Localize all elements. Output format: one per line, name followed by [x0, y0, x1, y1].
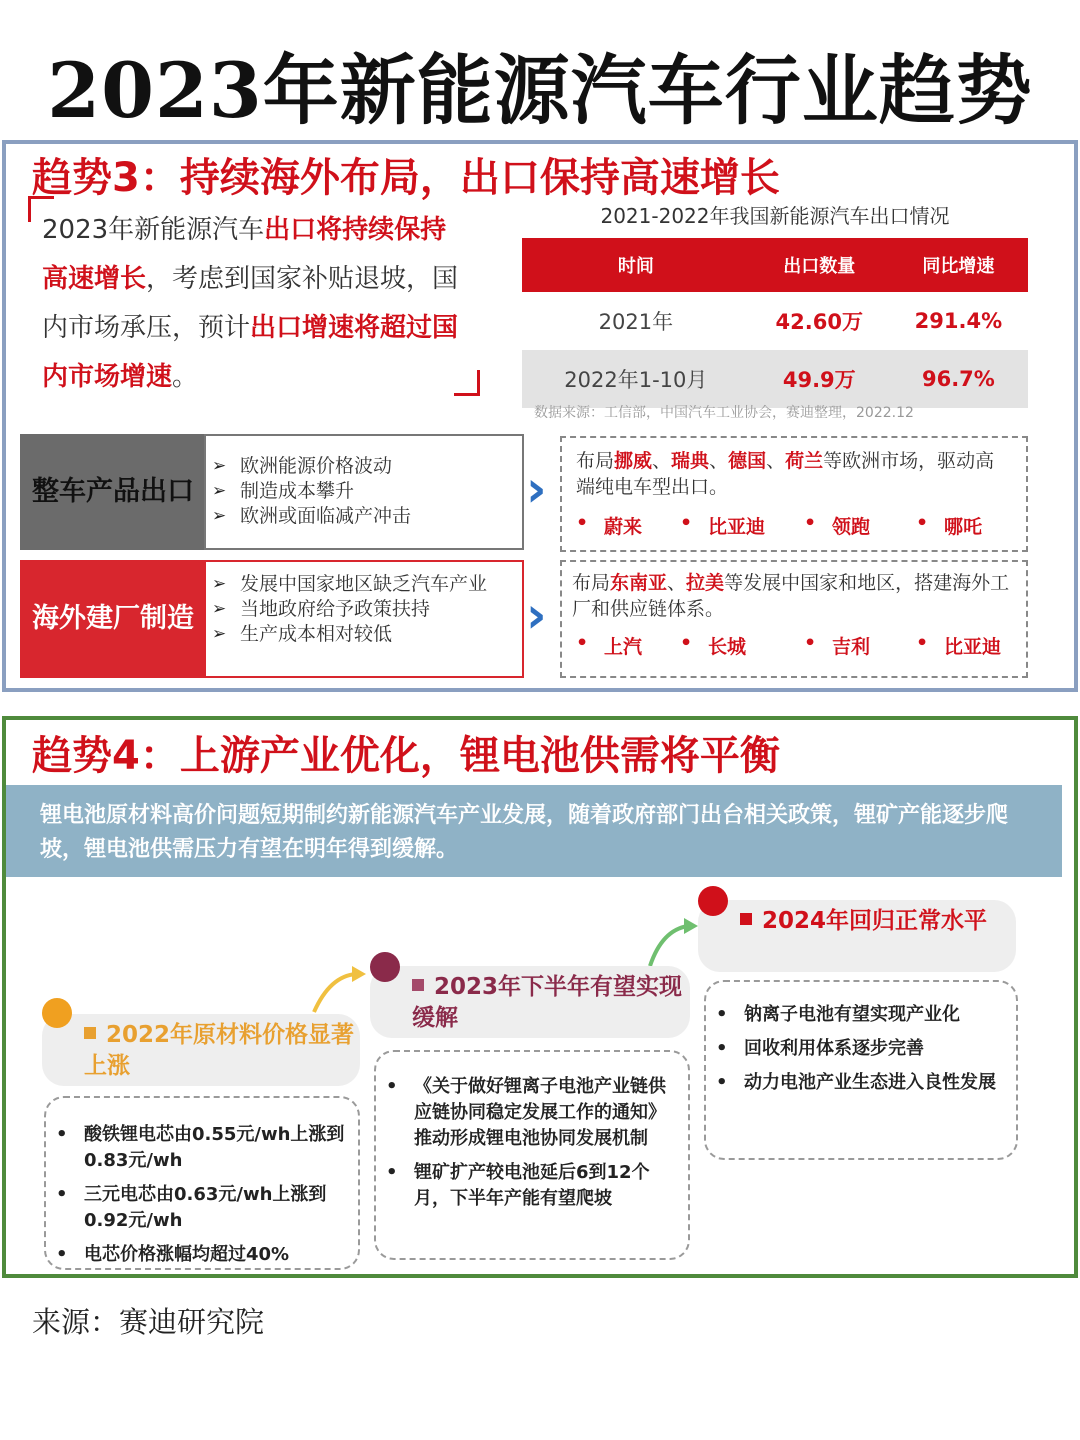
brand: 哪吒: [944, 516, 983, 538]
list-item: • 钠离子电池有望实现产业化: [706, 1002, 1002, 1028]
country: 荷兰: [785, 450, 824, 472]
stage1-points: [46, 1098, 358, 1268]
chevron-right-icon: ›: [526, 586, 547, 644]
overseas-detail-text: [562, 562, 1026, 622]
stage2-points: [376, 1052, 688, 1212]
cell-volume: 42.60万: [750, 292, 889, 350]
brand: 领跑: [832, 516, 871, 538]
para-highlight: 出口增速将超过国内市场增速: [42, 313, 459, 392]
page-title: 2023年新能源汽车行业趋势: [47, 46, 1033, 135]
stage3-points: [706, 982, 1016, 1096]
separator: 、: [667, 572, 687, 594]
stage2-dot: [370, 952, 400, 982]
stage-title-text: 2024年回归正常水平: [762, 908, 988, 934]
detail-text: 等欧洲市场，驱动高端纯电车型出口。: [576, 450, 995, 498]
list-item: • 电芯价格涨幅均超过40%: [46, 1242, 350, 1268]
header-cell: 时间: [522, 238, 750, 292]
trend4-heading: 趋势4：上游产业优化，锂电池供需将平衡: [32, 733, 780, 779]
stage-title-text: 2023年下半年有望实现缓解: [412, 974, 683, 1031]
list-item: • 《关于做好锂离子电池产业链供应链协同稳定发展工作的通知》推动形成锂电池协同发展机制: [376, 1074, 674, 1152]
table-header-row: [522, 238, 1028, 292]
separator: 、: [652, 450, 672, 472]
stage2-points-box: [374, 1050, 690, 1260]
table-source: 数据来源：工信部，中国汽车工业协会，赛迪整理，2022.12: [534, 405, 914, 421]
export-reasons: [206, 436, 522, 529]
region: 拉美: [686, 572, 725, 594]
cell-volume: 49.9万: [750, 350, 889, 408]
list-item: • 锂矿扩产较电池延后6到12个月，下半年产能有望爬坡: [376, 1160, 674, 1212]
export-label: 整车产品出口: [20, 434, 206, 550]
overseas-reasons-box: [204, 560, 524, 678]
table-row: [522, 350, 1028, 408]
brand: 比亚迪: [708, 516, 766, 538]
stage3-dot: [698, 886, 728, 916]
square-bullet-icon: [84, 1027, 96, 1039]
stage1-title: [84, 1020, 354, 1082]
bullet-dot: •: [804, 512, 817, 534]
brand: 上汽: [604, 636, 643, 658]
cell-period: 2022年1-10月: [522, 350, 750, 408]
overseas-detail-box: [560, 560, 1028, 678]
brand: 吉利: [832, 636, 871, 658]
stage1-points-box: [44, 1096, 360, 1270]
brand: 蔚来: [604, 516, 643, 538]
cell-period: 2021年: [522, 292, 750, 350]
stage1-dot: [42, 998, 72, 1028]
stage2-title: [412, 972, 682, 1034]
bullet-dot: •: [916, 632, 929, 654]
bullet-dot: •: [576, 512, 589, 534]
curved-arrow-icon: [300, 960, 380, 1020]
trend3-paragraph: [42, 206, 472, 402]
list-item: • 动力电池产业生态进入良性发展: [706, 1070, 1002, 1096]
header-cell: 出口数量: [750, 238, 889, 292]
export-detail-text: [562, 438, 1026, 500]
country: 挪威: [614, 450, 653, 472]
trend3-heading: 趋势3：持续海外布局，出口保持高速增长: [32, 155, 780, 201]
overseas-brands: [562, 622, 1026, 659]
list-item: ➢ 欧洲能源价格波动: [206, 454, 522, 479]
cell-growth: 96.7%: [889, 350, 1028, 408]
trend4-banner-text: 锂电池原材料高价问题短期制约新能源汽车产业发展，随着政府部门出台相关政策，锂矿产能逐步爬坡，锂电池供需压力有望在明年得到缓解。: [40, 803, 1009, 862]
region: 东南亚: [610, 572, 668, 594]
list-item: • 酸铁锂电芯由0.55元/wh上涨到0.83元/wh: [46, 1122, 350, 1174]
bullet-dot: •: [804, 632, 817, 654]
list-item: ➢ 生产成本相对较低: [206, 622, 512, 647]
para-text: ，考虑到国家补贴退坡，国内市场承压，预计: [42, 264, 459, 343]
detail-text: 布局: [572, 572, 611, 594]
brand: 比亚迪: [944, 636, 1002, 658]
country: 德国: [728, 450, 767, 472]
overseas-reasons: [206, 562, 522, 647]
list-item: ➢ 欧洲或面临减产冲击: [206, 504, 522, 529]
overseas-label: 海外建厂制造: [20, 560, 206, 678]
square-bullet-icon: [740, 913, 752, 925]
list-item: ➢ 制造成本攀升: [206, 479, 522, 504]
detail-text: 等发展中国家和地区，搭建海外工厂和供应链体系。: [572, 572, 1010, 620]
list-item: • 三元电芯由0.63元/wh上涨到0.92元/wh: [46, 1182, 350, 1234]
bullet-dot: •: [576, 632, 589, 654]
stage-title-text: 2022年原材料价格显著上涨: [84, 1022, 355, 1079]
export-reasons-box: [204, 434, 524, 550]
table-row: [522, 292, 1028, 350]
brand: 长城: [708, 636, 747, 658]
list-item: • 回收利用体系逐步完善: [706, 1036, 1002, 1062]
source-footer: 来源：赛迪研究院: [32, 1305, 265, 1339]
separator: 、: [766, 450, 786, 472]
export-table: [522, 238, 1028, 408]
chevron-right-icon: ›: [526, 460, 547, 518]
bullet-dot: •: [680, 512, 693, 534]
cell-growth: 291.4%: [889, 292, 1028, 350]
export-detail-box: [560, 436, 1028, 552]
bullet-dot: •: [916, 512, 929, 534]
export-brands: [562, 500, 1026, 539]
table-title: 2021-2022年我国新能源汽车出口情况: [600, 204, 950, 228]
square-bullet-icon: [412, 979, 424, 991]
stage3-points-box: [704, 980, 1018, 1160]
detail-text: 布局: [576, 450, 615, 472]
para-highlight: 出口将持续保持高速增长: [42, 215, 447, 294]
stage3-title: [740, 906, 1010, 937]
para-text: 2023年新能源汽车: [42, 215, 265, 245]
list-item: ➢ 发展中国家地区缺乏汽车产业: [206, 572, 512, 597]
header-cell: 同比增速: [889, 238, 1028, 292]
bullet-dot: •: [680, 632, 693, 654]
para-text: 。: [172, 362, 199, 392]
separator: 、: [709, 450, 729, 472]
country: 瑞典: [671, 450, 710, 472]
list-item: ➢ 当地政府给予政策扶持: [206, 597, 512, 622]
